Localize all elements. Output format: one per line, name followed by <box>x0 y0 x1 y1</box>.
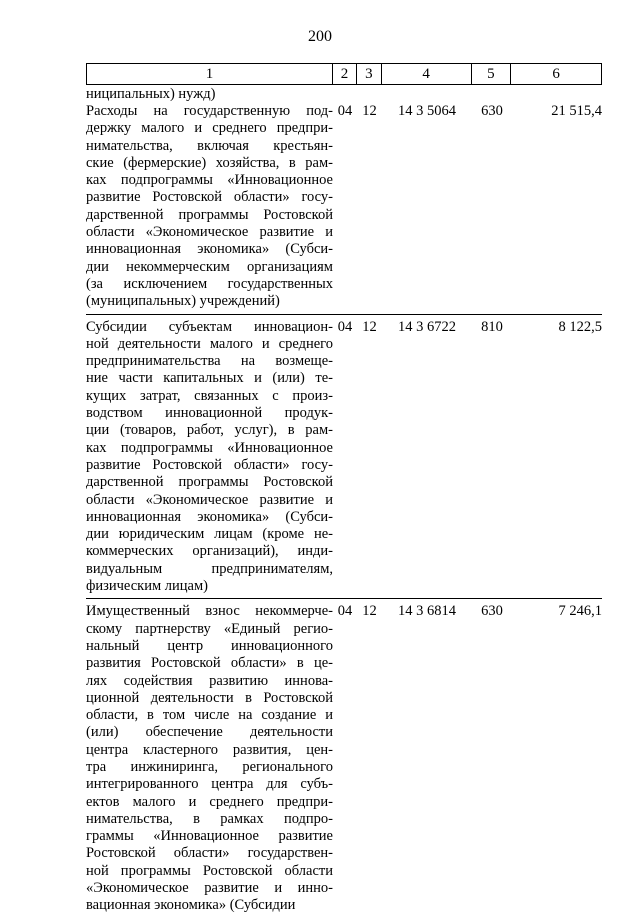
row-section-code: 04 <box>337 318 353 335</box>
description-line: физическим лицам) <box>86 578 208 595</box>
description-line: (или) обеспечение деятельности <box>86 724 333 741</box>
header-col-2: 2 <box>333 64 357 84</box>
description-line: нальный центр инновационного <box>86 637 333 654</box>
description-line: области «Экономическое развитие и <box>86 491 333 508</box>
description-line: ной программы Ростовской области <box>86 862 333 879</box>
row-target-article-code: 14 3 6722 <box>398 318 456 335</box>
table-row <box>86 603 602 914</box>
description-line: развитие Ростовской области» госу- <box>86 456 333 473</box>
row-target-article-code: 14 3 6814 <box>398 603 456 620</box>
description-line: дарственной программы Ростовской <box>86 206 333 223</box>
description-line: лях содействия развитию иннова- <box>86 672 333 689</box>
description-line: видуальным предпринимателям, <box>86 560 333 577</box>
row-separator <box>86 598 602 599</box>
description-line: ции (товаров, работ, услуг), в рам- <box>86 422 333 439</box>
description-line: Ростовской области» государствен- <box>86 845 333 862</box>
description-line: граммы «Инновационное развитие <box>86 828 333 845</box>
row-separator <box>86 314 602 315</box>
row-amount: 8 122,5 <box>558 318 602 335</box>
description-line: ектов малого и среднего предпри- <box>86 793 333 810</box>
description-line: нимательства, включая крестьян- <box>86 137 333 154</box>
description-line: держку малого и среднего предпри- <box>86 120 333 137</box>
row-section-code: 04 <box>337 603 353 620</box>
description-line: развитие Ростовской области» госу- <box>86 189 333 206</box>
description-line: дии юридическим лицам (кроме не- <box>86 526 333 543</box>
description-line: Имущественный взнос некоммерче- <box>86 603 333 620</box>
row-subsection-code: 12 <box>362 318 377 335</box>
description-line: тра инжиниринга, регионального <box>86 758 333 775</box>
description-line: ские (фермерские) хозяйства, в рам- <box>86 154 333 171</box>
header-col-4: 4 <box>382 64 472 84</box>
row-amount: 21 515,4 <box>551 103 602 119</box>
row-subsection-code: 12 <box>362 103 377 119</box>
header-col-6: 6 <box>552 66 560 82</box>
description-line: развития Ростовской области» в це- <box>86 655 333 672</box>
row-subsection-code: 12 <box>362 603 377 620</box>
description-line: предпринимательства на возмеще- <box>86 353 333 370</box>
description-line: ках подпрограммы «Инновационное <box>86 439 333 456</box>
description-line: нимательства, в рамках подпро- <box>86 810 333 827</box>
row-expense-type-code: 630 <box>481 103 503 119</box>
row-section-code: 04 <box>337 103 353 119</box>
row-expense-type-code: 810 <box>481 318 503 335</box>
description-line: Расходы на государственную под- <box>86 103 333 119</box>
description-line: ной деятельности малого и среднего <box>86 335 333 352</box>
description-line: (муниципальных) учреждений) <box>86 293 280 310</box>
header-col-5: 5 <box>472 64 512 84</box>
row-target-article-code: 14 3 5064 <box>398 103 456 119</box>
description-line: вационная экономика» (Субсидии <box>86 897 296 914</box>
description-line: центра кластерного развития, цен- <box>86 741 333 758</box>
budget-table <box>86 63 602 915</box>
description-line: ние части капитальных и (или) те- <box>86 370 333 387</box>
description-line: коммерческих организаций), инди- <box>86 543 333 560</box>
description-line: кущих затрат, связанных с произ- <box>86 387 333 404</box>
description-line: (за исключением государственных <box>86 275 333 292</box>
continuation-text: ниципальных) нужд) <box>86 86 216 102</box>
row-amount: 7 246,1 <box>558 603 602 620</box>
table-body <box>86 103 602 915</box>
description-line: области «Экономическое развитие и <box>86 224 333 241</box>
description-line: Субсидии субъектам инновацион- <box>86 318 333 335</box>
description-line: «Экономическое развитие и инно- <box>86 880 333 897</box>
header-col-1: 1 <box>87 64 333 84</box>
row-description <box>86 103 333 311</box>
table-row <box>86 103 602 311</box>
description-line: инновационная экономика» (Субси- <box>86 508 333 525</box>
row-description <box>86 319 333 596</box>
description-line: дарственной программы Ростовской <box>86 474 333 491</box>
row-expense-type-code: 630 <box>481 603 503 620</box>
description-line: области, в том числе на создание и <box>86 707 333 724</box>
description-line: ционной деятельности в Ростовской <box>86 689 333 706</box>
table-header-row <box>86 63 602 85</box>
table-row <box>86 319 602 596</box>
description-line: интегрированного центра для субъ- <box>86 776 333 793</box>
page-number: 200 <box>308 28 332 45</box>
description-line: ках подпрограммы «Инновационное <box>86 172 333 189</box>
row-description <box>86 603 333 914</box>
description-line: дии некоммерческим организациям <box>86 258 333 275</box>
header-col-3: 3 <box>357 64 382 84</box>
description-line: инновационная экономика» (Субси- <box>86 241 333 258</box>
description-line: водством инновационной продук- <box>86 405 333 422</box>
description-line: скому партнерству «Единый регио- <box>86 620 333 637</box>
